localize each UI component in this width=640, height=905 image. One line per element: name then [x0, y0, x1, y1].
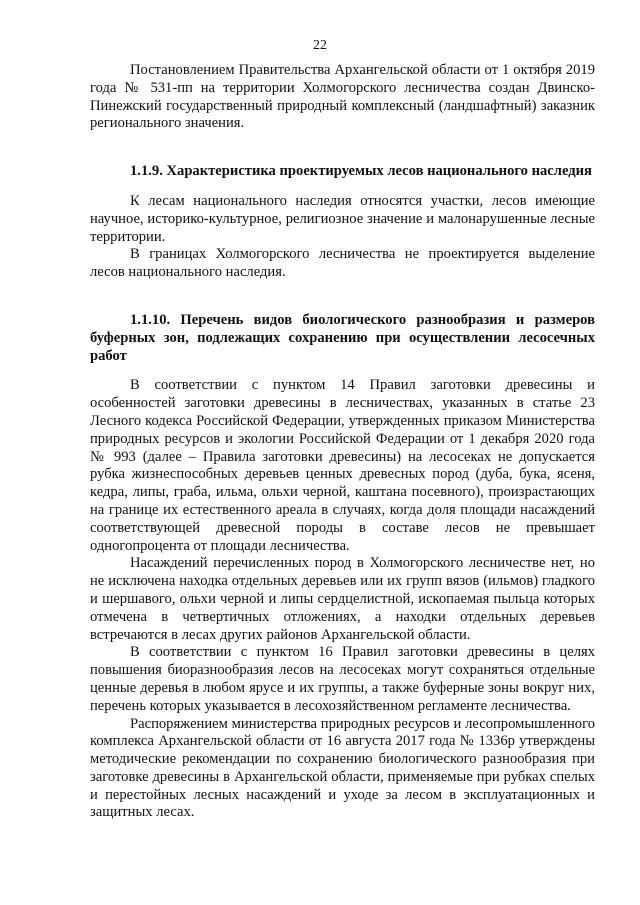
paragraph-ministry-order: Распоряжением министерства природных ресурсов и лесопромышленного комплекса Архангельской области от 16 августа 2017 года № 1336р утверждены методические рекомендации по сохранению биологического разнообразия при заготовке древесины в Архангельской области, применяемые при рубках спелых и перестойных лесных насаждений и уходе за лесом в эксплуатационных и защитных лесах.: [90, 715, 595, 821]
paragraph-logging-rules-item-16: В соответствии с пунктом 16 Правил заготовки древесины в целях повышения биоразнообразия лесов на лесосеках могут сохраняться отдельные ценные деревья в любом ярусе и их группы, а также буферные зоны вокруг них, перечень которых указывается в лесохозяйственном регламенте лесничества.: [90, 644, 595, 714]
paragraph-national-heritage-not-designated: В границах Холмогорского лесничества не проектируется выделение лесов национального наследия.: [90, 246, 595, 281]
document-body: [90, 62, 595, 822]
paragraph-logging-rules-item-14: В соответствии с пунктом 14 Правил заготовки древесины и особенностей заготовки древесины в лесничествах, указанных в статье 23 Лесного кодекса Российской Федерации, утвержденных приказом Министерства природных ресурсов и экологии Российской Федерации от 1 декабря 2020 года № 993 (далее – Правила заготовки древесины) на лесосеках не допускается рубка жизнеспособных деревьев ценных древесных пород (дуба, бука, ясеня, кедра, липы, граба, ильма, ольхи черной, каштана посевного), произрастающих на границе их естественного ареала в случаях, когда доля площади насаждений соответствующей древесной породы в составе лесов не превышает одногопроцента от площади лесничества.: [90, 377, 595, 554]
page-number: 22: [313, 38, 327, 53]
paragraph-zakaznik: Постановлением Правительства Архангельской области от 1 октября 2019 года № 531-пп на территории Холмогорского лесничества создан Двинско-Пинежский государственный природный комплексный (ландшафтный) заказник регионального значения.: [90, 62, 595, 132]
paragraph-national-heritage-definition: К лесам национального наследия относятся участки, лесов имеющие научное, историко-культурное, религиозное значение и малонарушенные лесные территории.: [90, 192, 595, 245]
paragraph-species-absent: Насаждений перечисленных пород в Холмогорского лесничестве нет, но не исключена находка отдельных деревьев или их групп вязов (ильмов) гладкого и шершавого, ольхи черной и липы сердцелистной, ископаемая пыльца которых отмечена в четвертичных отложениях, а находки отдельных деревьев встречаются в лесах других районов Архангельской области.: [90, 555, 595, 643]
section-heading-1-1-10: 1.1.10. Перечень видов биологического разнообразия и размеров буферных зон, подлежащих сохранению при осуществлении лесосечных работ: [90, 311, 595, 364]
section-heading-1-1-9: 1.1.9. Характеристика проектируемых лесов национального наследия: [130, 163, 592, 180]
